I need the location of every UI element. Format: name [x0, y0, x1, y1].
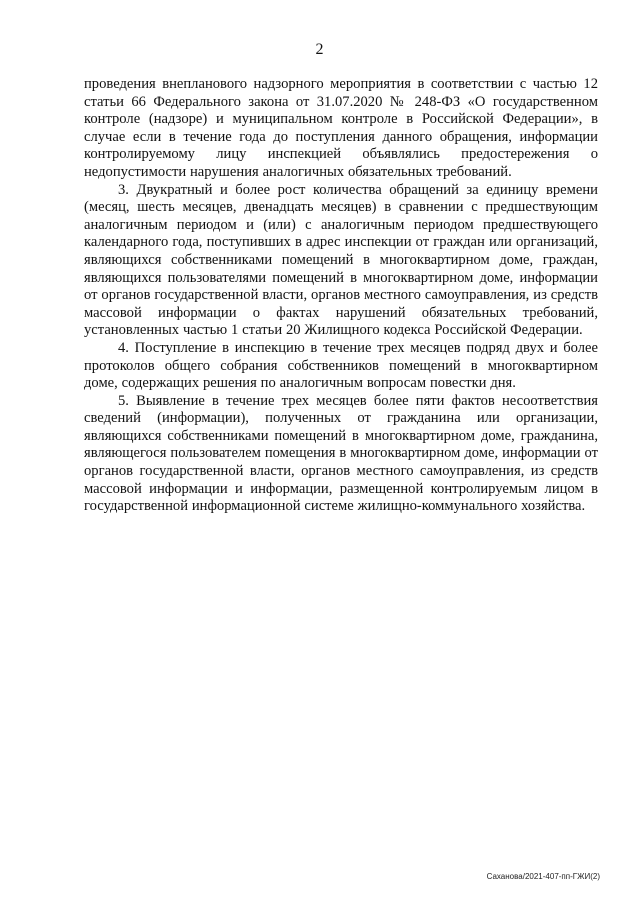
paragraph-item-5: 5. Выявление в течение трех месяцев более пяти фактов несоответствия сведений (информации), полученных от гражданина или организации, являющихся собственниками помещений в многоквартирном доме, гражданина, являющегося пользователем помещения в многоквартирном доме, информации от органов государственной власти, органов местного самоуправления, из средств массовой информации и информации, размещенной контролируемым лицом в государственной информационной системе жилищно-коммунального хозяйства. — [84, 392, 598, 515]
paragraph-item-3: 3. Двукратный и более рост количества обращений за единицу времени (месяц, шесть месяцев, двенадцать месяцев) в сравнении с предшествующим аналогичным периодом и (или) с аналогичным периодом предшествующего календарного года, поступивших в адрес инспекции от граждан или организаций, являющихся собственниками помещений в многоквартирном доме, граждан, являющихся пользователями помещений в многоквартирном доме, информации от органов государственной власти, органов местного самоуправления, из средств массовой информации о фактах нарушений обязательных требований, установленных частью 1 статьи 20 Жилищного кодекса Российской Федерации. — [84, 181, 598, 339]
document-body — [84, 76, 598, 516]
page-number: 2 — [315, 41, 324, 58]
paragraph-item-4: 4. Поступление в инспекцию в течение трех месяцев подряд двух и более протоколов общего собрания собственников помещений в многоквартирном доме, содержащих решения по аналогичным вопросам повестки дня. — [84, 339, 598, 392]
paragraph-continuation: проведения внепланового надзорного мероприятия в соответствии с частью 12 статьи 66 Федерального закона от 31.07.2020 № 248-ФЗ «О государственном контроле (надзоре) и муниципальном контроле в Российской Федерации», в случае если в течение года до поступления данного обращения, информации контролируемому лицу инспекцией объявлялись предостережения о недопустимости нарушения аналогичных обязательных требований. — [84, 76, 598, 180]
document-reference-code: Саханова/2021-407-пп-ГЖИ(2) — [486, 872, 600, 881]
